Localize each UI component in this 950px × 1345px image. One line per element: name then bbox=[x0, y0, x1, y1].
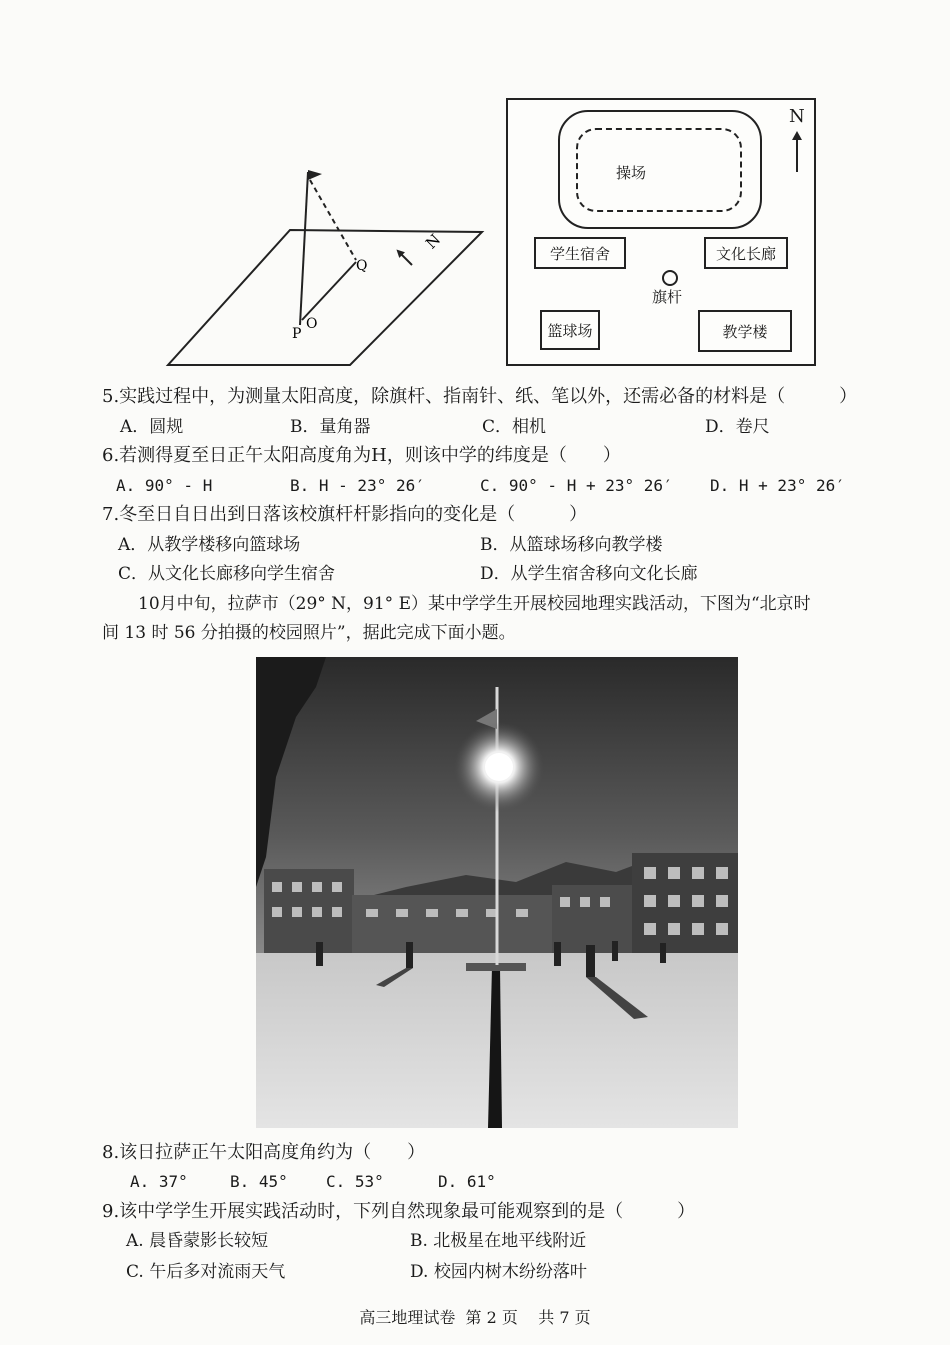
flagpole-shadow-diagram bbox=[160, 160, 500, 375]
north-arrow-icon bbox=[394, 247, 415, 268]
flagpole-line bbox=[300, 172, 308, 325]
building-right-low bbox=[552, 885, 632, 955]
corridor-building bbox=[704, 237, 788, 269]
q9-option-a: A. 晨昏蒙影长较短 bbox=[126, 1231, 269, 1251]
dorm-label: 学生宿舍 bbox=[549, 244, 610, 263]
intro-paragraph-line-1: 10月中旬，拉萨市（29° N，91° E）某中学学生开展校园地理实践活动，下图为“北京时 bbox=[138, 594, 811, 614]
label-o: O bbox=[306, 316, 318, 332]
dorm-building bbox=[534, 237, 626, 269]
q9-option-b: B. 北极星在地平线附近 bbox=[410, 1231, 587, 1251]
teaching-label: 教学楼 bbox=[722, 322, 768, 341]
playground-inner-track bbox=[576, 128, 742, 212]
building-center bbox=[352, 895, 552, 953]
page-footer: 高三地理试卷 第 2 页 共 7 页 bbox=[359, 1308, 591, 1327]
q5-option-a: A．圆规 bbox=[120, 417, 184, 437]
corridor-label: 文化长廊 bbox=[715, 244, 776, 263]
q8-option-b: B. 45° bbox=[230, 1172, 288, 1191]
question-7-stem: 7.冬至日自日出到日落该校旗杆杆影指向的变化是（ ） bbox=[102, 504, 588, 525]
basketball-label: 篮球场 bbox=[547, 321, 593, 340]
q8-option-c: C. 53° bbox=[326, 1172, 384, 1191]
label-p: P bbox=[292, 326, 302, 342]
q6-option-c: C. 90° - H + 23° 26′ bbox=[480, 476, 673, 495]
q6-option-a: A. 90° - H bbox=[116, 476, 213, 495]
label-n: N bbox=[422, 230, 445, 253]
q6-option-b: B. H - 23° 26′ bbox=[290, 476, 425, 495]
intro-paragraph-line-2: 间 13 时 56 分拍摄的校园照片”，据此完成下面小题。 bbox=[102, 623, 516, 643]
basketball-court bbox=[540, 310, 600, 350]
q7-option-b: B．从篮球场移向教学楼 bbox=[480, 535, 663, 555]
question-8-stem: 8.该日拉萨正午太阳高度角约为（ ） bbox=[102, 1142, 426, 1163]
q5-option-c: C．相机 bbox=[482, 417, 547, 437]
sun-ray-dashed bbox=[310, 180, 356, 260]
q5-option-d: D．卷尺 bbox=[705, 417, 770, 437]
q7-option-a: A．从教学楼移向篮球场 bbox=[118, 535, 301, 555]
q8-option-a: A. 37° bbox=[130, 1172, 188, 1191]
shadow-line bbox=[302, 262, 356, 320]
flagpole-label: 旗杆 bbox=[652, 288, 683, 306]
flag-icon bbox=[308, 170, 322, 180]
sun-icon bbox=[485, 753, 513, 781]
label-q: Q bbox=[356, 258, 368, 274]
north-label: N bbox=[789, 106, 805, 127]
flagpole-circle-icon bbox=[662, 270, 678, 286]
campus-map bbox=[506, 98, 816, 366]
north-arrow-icon bbox=[790, 130, 804, 174]
question-5-stem: 5.实践过程中，为测量太阳高度，除旗杆、指南针、纸、笔以外，还需必备的材料是（ ） bbox=[102, 386, 858, 407]
q7-option-d: D．从学生宿舍移向文化长廊 bbox=[480, 564, 698, 584]
q7-option-c: C．从文化长廊移向学生宿舍 bbox=[118, 564, 336, 584]
q9-option-d: D. 校园内树木纷纷落叶 bbox=[410, 1262, 587, 1282]
question-6-stem: 6.若测得夏至日正午太阳高度角为H，则该中学的纬度是（ ） bbox=[102, 445, 621, 466]
q8-option-d: D. 61° bbox=[438, 1172, 496, 1191]
q6-option-d: D. H + 23° 26′ bbox=[710, 476, 845, 495]
teaching-building bbox=[698, 310, 792, 352]
campus-photo bbox=[256, 657, 738, 1128]
playground-label: 操场 bbox=[616, 164, 647, 182]
q9-option-c: C. 午后多对流雨天气 bbox=[126, 1262, 286, 1282]
question-9-stem: 9.该中学学生开展实践活动时，下列自然现象最可能观察到的是（ ） bbox=[102, 1201, 696, 1222]
q5-option-b: B．量角器 bbox=[290, 417, 371, 437]
